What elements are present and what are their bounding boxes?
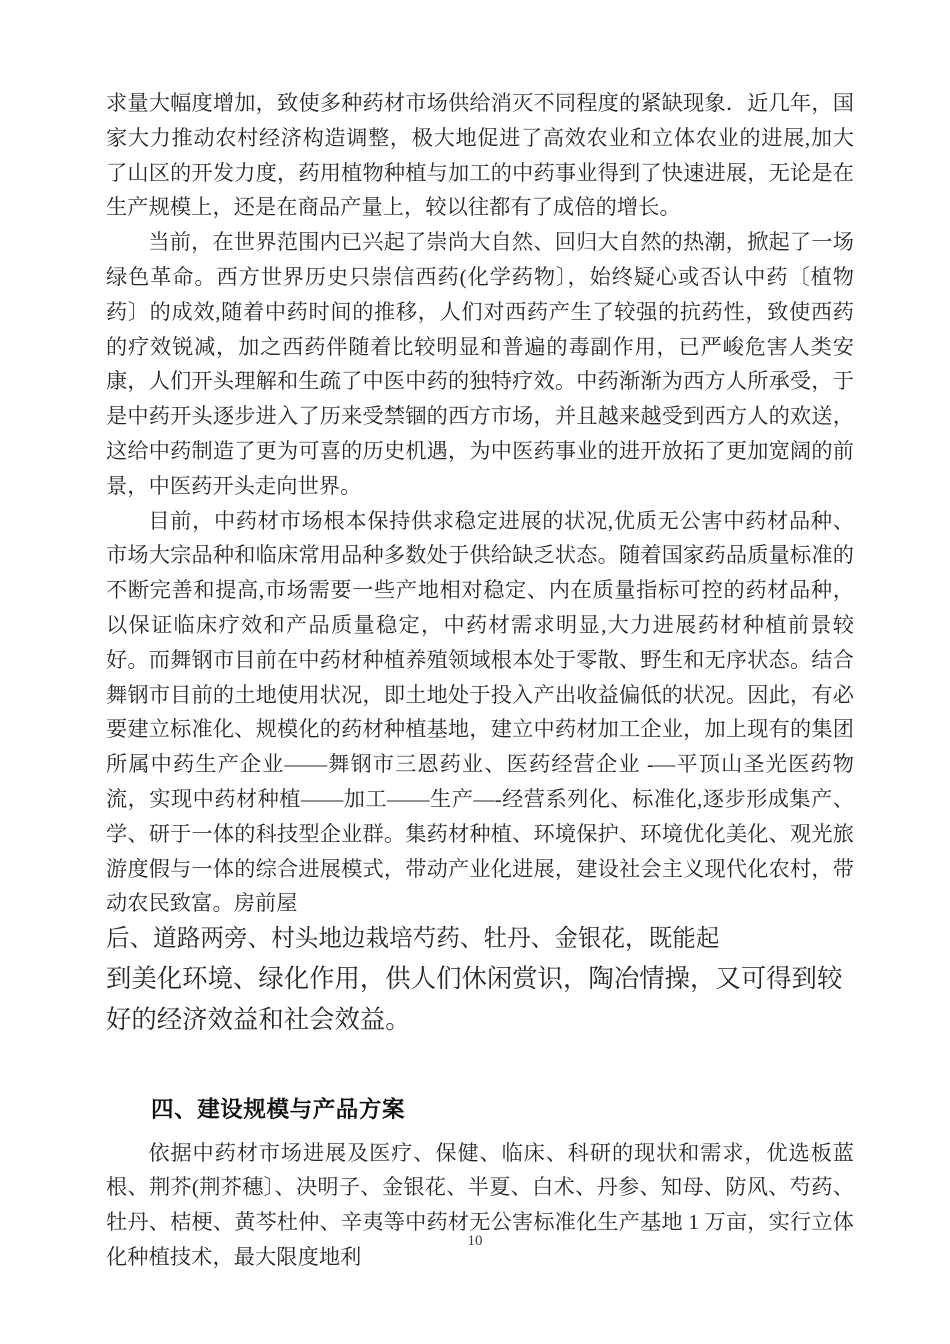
- body-paragraph-3: 目前，中药材市场根本保持供求稳定进展的状况,优质无公害中药材品种、市场大宗品种和临床常用品种多数处于供给缺乏状态。随着国家药品质量标准的不断完善和提高,市场需要一些产地相对稳定、内在质量指标可控的药材品种，以保证临床疗效和产品质量稳定，中药材需求明显,大力进展药材种植前景较好。而舞钢市目前在中药材种植养殖领域根本处于零散、野生和无序状态。结合舞钢市目前的土地使用状况，即土地处于投入产出收益偏低的状况。因此，有必要建立标准化、规模化的药材种植基地，建立中药材加工企业，加上现有的集团所属中药生产企业——舞钢市三恩药业、医药经营企业 -—平顶山圣光医药物流，实现中药材种植——加工——生产—-经营系列化、标准化,逐步形成集产、学、研于一体的科技型企业群。集药材种植、环境保护、环境优化美化、观光旅游度假与一体的综合进展模式，带动产业化进展，建设社会主义现代化农村，带动农民致富。房前屋: [106, 508, 854, 916]
- body-paragraph-3-tail-line-2: 到美化环境、绿化作用，供人们休闲赏识，陶冶情操，又可得到较好的经济效益和社会效益。: [106, 964, 843, 1034]
- spacer-after-heading: [106, 1127, 854, 1136]
- page-content-area: [106, 86, 854, 1275]
- section-heading: 四、建设规模与产品方案: [151, 1096, 406, 1122]
- body-paragraph-2: 当前，在世界范围内已兴起了崇尚大自然、回归大自然的热潮，掀起了一场绿色革命。西方世界历史只崇信西药(化学药物〕，始终疑心或否认中药〔植物药〕的成效,随着中药时间的推移，人们对西药产生了较强的抗药性，致使西药的疗效锐减，加之西药伴随着比较明显和普遍的毒副作用，已严峻危害人类安康，人们开头理解和生疏了中医中药的独特疗效。中药渐渐为西方人所承受，于是中药开头逐步进入了历来受禁锢的西方市场，并且越来越受到西方人的欢送，这给中药制造了更为可喜的历史机遇，为中医药事业的进开放拓了更加宽阔的前景，中医药开头走向世界。: [106, 230, 854, 498]
- page-number: 10: [467, 1233, 483, 1249]
- body-paragraph-3-tail-line-1: 后、道路两旁、村头地边栽培芍药、牡丹、金银花，既能起: [106, 926, 720, 953]
- spacer-before-heading: [106, 1041, 854, 1093]
- body-paragraph-after-heading: 依据中药材市场进展及医疗、保健、临床、科研的现状和需求，优选板蓝根、荆芥(荆芥穗〕、决明子、金银花、半夏、白术、丹参、知母、防风、芍药、牡丹、桔梗、黄芩杜仲、辛夷等中药材无公害标准化生产基地 1 万亩，实行立体化种植技术，最大限度地利: [106, 1140, 854, 1270]
- page-footer: [0, 1232, 950, 1250]
- body-paragraph-1: 求量大幅度增加，致使多种药材市场供给消灭不同程度的紧缺现象．近几年，国家大力推动农村经济构造调整，极大地促进了高效农业和立体农业的进展,加大了山区的开发力度，药用植物种植与加工的中药事业得到了快速进展，无论是在生产规模上，还是在商品产量上，较以往都有了成倍的增长。: [106, 91, 854, 220]
